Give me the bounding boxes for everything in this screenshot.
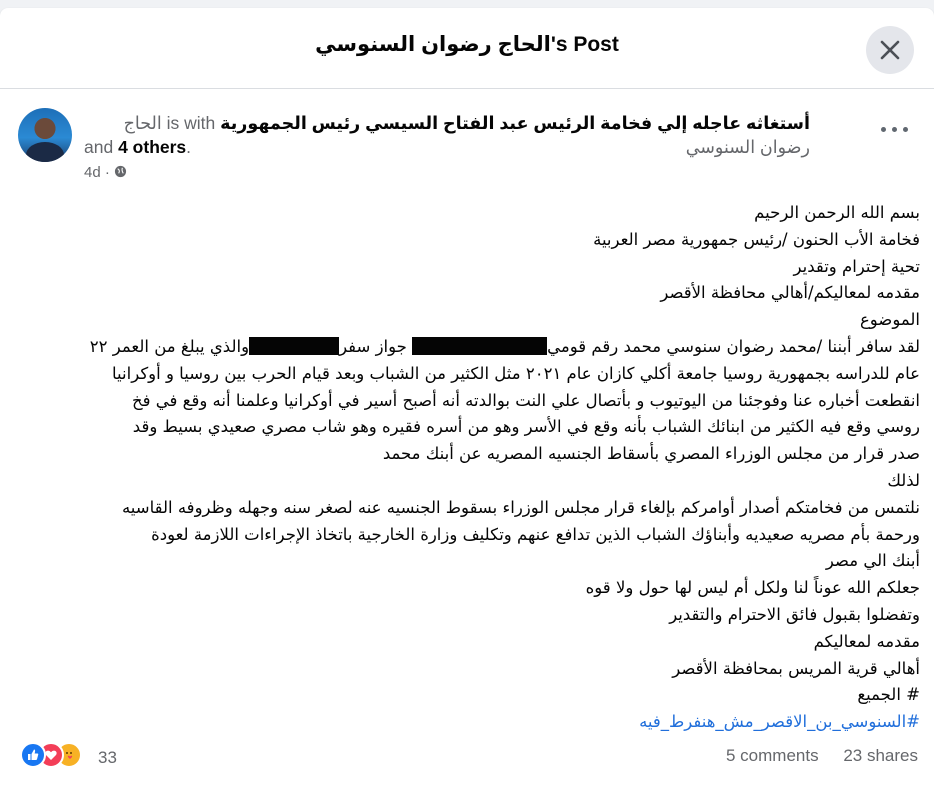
post-footer <box>0 736 934 776</box>
close-button[interactable] <box>866 26 914 74</box>
like-icon <box>20 742 46 768</box>
body-line: وتفضلوا بقبول فائق الاحترام والتقدير <box>669 604 920 624</box>
avatar-figure <box>26 142 64 162</box>
body-line: أبنك الي مصر <box>825 551 920 571</box>
body-line: مقدمه لمعاليكم <box>813 631 920 651</box>
tagged-names[interactable]: أستغاثه عاجله إلي فخامة الرئيس عبد الفتاح السيسي رئيس الجمهورية <box>220 113 810 133</box>
body-text-segment: والذي يبلغ من العمر ٢٢ <box>89 336 250 356</box>
post-time[interactable]: 4d <box>84 164 101 181</box>
body-line: لذلك <box>887 470 920 490</box>
body-line: ورحمة بأم مصريه صعيديه وأبناؤك الشباب الذين تدافع عنهم وتكليف وزارة الخارجية باتخاذ الإجراءات اللازمة لعودة <box>151 524 920 544</box>
body-line: روسي وقع فيه الكثير من ابنائك الشباب بأنه وقع في الأسر وهو من أسره فقيره وهو شاب مصري صعيدي بسيط وقد <box>132 417 920 437</box>
hashtag-link[interactable]: #السنوسي_بن_الاقصر_مش_هنفرط_فيه <box>639 712 920 732</box>
redacted-block <box>249 337 339 355</box>
post-header <box>0 89 934 199</box>
body-line: # الجميع <box>857 685 920 705</box>
reaction-count[interactable]: 33 <box>98 748 117 767</box>
author-name[interactable]: الحاج رضوان السنوسي <box>123 113 810 157</box>
dialog-title: الحاج رضوان السنوسي's Post <box>315 33 619 56</box>
body-line: بسم الله الرحمن الرحيم <box>754 203 920 222</box>
globe-icon <box>114 165 127 178</box>
body-text-segment: لقد سافر أبننا /محمد رضوان سنوسي محمد رقم قومي <box>547 336 920 356</box>
post-timestamp[interactable]: 4d · <box>84 164 127 181</box>
body-line: صدر قرار من مجلس الوزراء المصري بأسقاط الجنسيه المصريه عن أبنك محمد <box>382 444 920 464</box>
close-icon <box>879 39 901 61</box>
body-line: جعلكم الله عوناً لنا ولكل أم ليس لها حول ولا قوه <box>585 578 920 598</box>
others-link[interactable]: 4 others <box>118 137 187 157</box>
post-stats <box>706 746 918 766</box>
post-dialog <box>0 8 934 786</box>
shares-count[interactable]: 23 shares <box>843 746 918 765</box>
body-line: مقدمه لمعاليكم/أهالي محافظة الأقصر <box>660 283 920 303</box>
post-tagged-others: and 4 others. <box>84 137 192 157</box>
comments-count[interactable]: 5 comments <box>726 746 819 765</box>
body-line: انقطعت أخباره عنا وفوجئنا من اليوتيوب و بأتصال علي النت بوالدته أنه أصبح أسير في أوكرانيا وعلمنا أنه وقع في فخ <box>132 390 920 410</box>
body-line: تحية إحترام وتقدير <box>793 256 920 276</box>
and-text: and <box>84 137 114 157</box>
body-line: فخامة الأب الحنون /رئيس جمهورية مصر العربية <box>593 229 920 249</box>
post-body <box>18 200 920 736</box>
body-line: الموضوع <box>859 310 920 330</box>
body-text-segment: جواز سفر <box>339 336 407 356</box>
body-line: نلتمس من فخامتكم أصدار أوامركم بإلغاء قرار مجلس الوزراء بسقوط الجنسيه عنه لصغر سنه وجهله وظروفه القاسيه <box>121 497 920 517</box>
dialog-header <box>0 8 934 89</box>
redacted-block <box>412 337 547 355</box>
body-line-redacted <box>18 334 920 361</box>
avatar[interactable] <box>18 108 72 162</box>
body-line: عام للدراسه بجمهورية روسيا جامعة أكلي كازان عام ٢٠٢١ مثل الكثير من الشباب وبعد قيام الحرب بين روسيا و أوكرانيا <box>112 363 920 383</box>
more-options-button[interactable] <box>880 119 910 139</box>
body-line: أهالي قرية المريس بمحافظة الأقصر <box>672 658 920 678</box>
with-text: is with <box>166 113 216 133</box>
